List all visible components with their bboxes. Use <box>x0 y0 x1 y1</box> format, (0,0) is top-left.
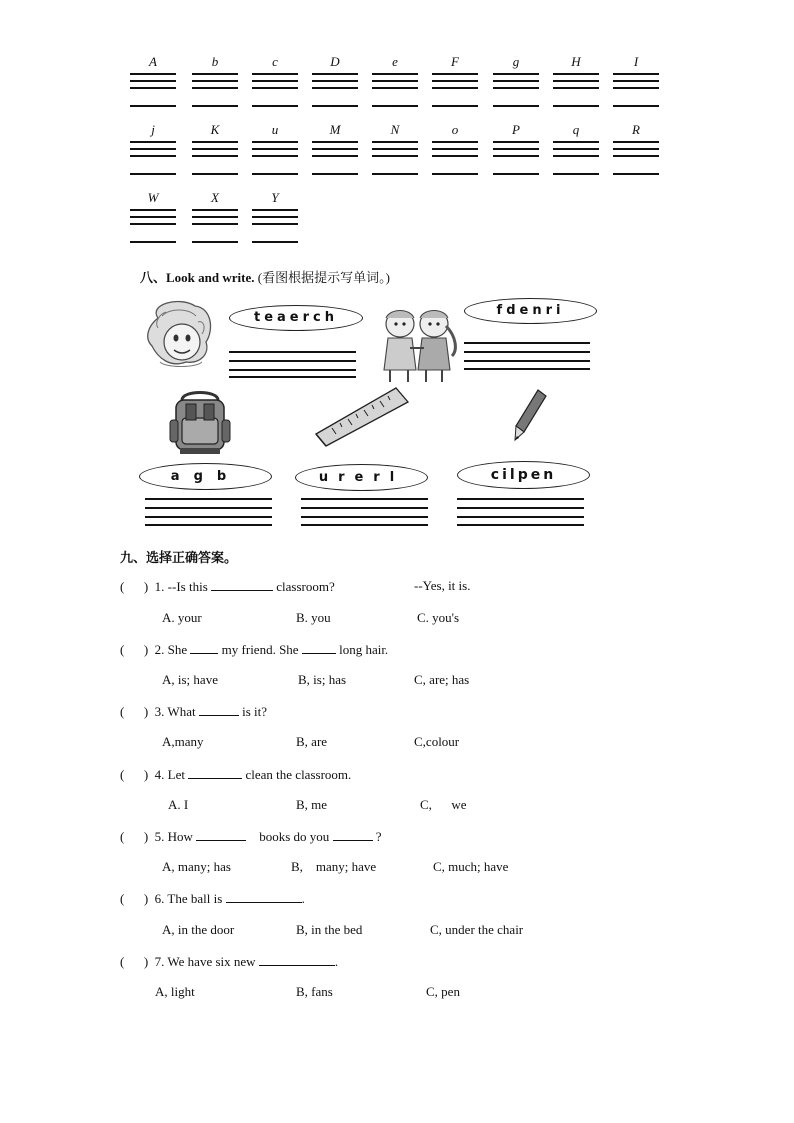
option-b: B, are <box>296 734 328 749</box>
question-3: ( ) 3. What is it? <box>120 704 268 719</box>
question-7: ( ) 7. We have six new . <box>120 954 339 969</box>
option-a: A, is; have <box>162 672 218 687</box>
word-oval-ruler: urerl <box>295 464 428 491</box>
word-oval-teacher: teaerch <box>229 305 363 331</box>
write-line <box>464 360 590 362</box>
answer-blank[interactable] <box>259 953 335 966</box>
question-5: ( ) 5. How books do you ? <box>120 829 382 844</box>
option-b: B, me <box>296 797 328 812</box>
letter: M <box>329 122 341 137</box>
letter: u <box>271 122 279 137</box>
write-line <box>145 524 272 526</box>
word-oval-friend: fdenri <box>464 298 597 324</box>
letter: o <box>451 122 459 137</box>
write-line <box>301 516 428 518</box>
word-oval-pencil: cilpen <box>457 461 590 489</box>
letter: X <box>211 190 219 205</box>
write-line <box>464 351 590 353</box>
option-c: C, much; have <box>433 859 509 874</box>
letter: b <box>211 54 219 69</box>
question-1: ( ) 1. --Is this classroom? <box>120 579 335 594</box>
write-line <box>145 507 272 509</box>
answer-blank[interactable] <box>302 641 336 654</box>
write-line <box>457 498 584 500</box>
option-c: C, under the chair <box>430 922 524 937</box>
answer-blank[interactable] <box>226 890 302 903</box>
option-a: A. your <box>162 610 202 625</box>
option-b: B, is; has <box>298 672 347 687</box>
write-line <box>229 376 356 378</box>
letter: g <box>512 54 520 69</box>
option-c: C, pen <box>426 984 460 999</box>
letter: K <box>210 122 220 137</box>
answer-blank[interactable] <box>190 641 218 654</box>
option-a: A, in the door <box>162 922 235 937</box>
option-c: C,colour <box>414 734 460 749</box>
letter: A <box>149 54 157 69</box>
write-line <box>301 507 428 509</box>
option-b: B. you <box>296 610 331 625</box>
option-b: B, many; have <box>291 859 377 874</box>
letter: W <box>147 190 159 205</box>
section-9-title: 九、选择正确答案。 <box>120 550 238 565</box>
option-a: A, light <box>155 984 195 999</box>
letter: e <box>392 54 398 69</box>
question-6: ( ) 6. The ball is . <box>120 891 305 906</box>
write-line <box>457 524 584 526</box>
section-8-title: 八、Look and write. (看图根据提示写单词。) <box>140 270 390 285</box>
letter: H <box>571 54 581 69</box>
write-line <box>145 516 272 518</box>
letter: F <box>451 54 459 69</box>
letter: I <box>633 54 639 69</box>
option-a: A,many <box>162 734 204 749</box>
write-line <box>229 351 356 353</box>
letter: j <box>151 122 155 137</box>
pencil-picture <box>512 388 548 442</box>
word-oval-bag: agb <box>139 463 272 490</box>
letter: P <box>512 122 520 137</box>
option-c: C, are; has <box>414 672 470 687</box>
ruler-picture <box>312 384 410 448</box>
write-line <box>457 516 584 518</box>
teacher-picture <box>140 298 218 370</box>
letter: R <box>632 122 640 137</box>
answer-blank[interactable] <box>196 828 246 841</box>
answer-blank[interactable] <box>188 766 242 779</box>
write-line <box>229 369 356 371</box>
write-line <box>301 524 428 526</box>
question-4: ( ) 4. Let clean the classroom. <box>120 767 352 782</box>
option-c: C. you's <box>417 610 460 625</box>
option-b: B, in the bed <box>296 922 363 937</box>
friends-picture <box>376 306 464 384</box>
answer-blank[interactable] <box>211 578 273 591</box>
bag-picture <box>168 388 234 458</box>
answer-blank[interactable] <box>199 703 239 716</box>
question-2: ( ) 2. She my friend. She long hair. <box>120 642 389 657</box>
option-c: C, we <box>420 797 467 812</box>
option-a: A, many; has <box>162 859 231 874</box>
write-line <box>145 498 272 500</box>
option-a: A. I <box>168 797 189 812</box>
option-b: B, fans <box>296 984 333 999</box>
answer-blank[interactable] <box>333 828 373 841</box>
letter: q <box>572 122 580 137</box>
write-line <box>464 368 590 370</box>
letter: D <box>330 54 340 69</box>
letter: c <box>272 54 278 69</box>
write-line <box>464 342 590 344</box>
letter: N <box>390 122 400 137</box>
letter: Y <box>271 190 279 205</box>
write-line <box>457 507 584 509</box>
write-line <box>229 360 356 362</box>
write-line <box>301 498 428 500</box>
question-1-reply: --Yes, it is. <box>414 578 471 593</box>
